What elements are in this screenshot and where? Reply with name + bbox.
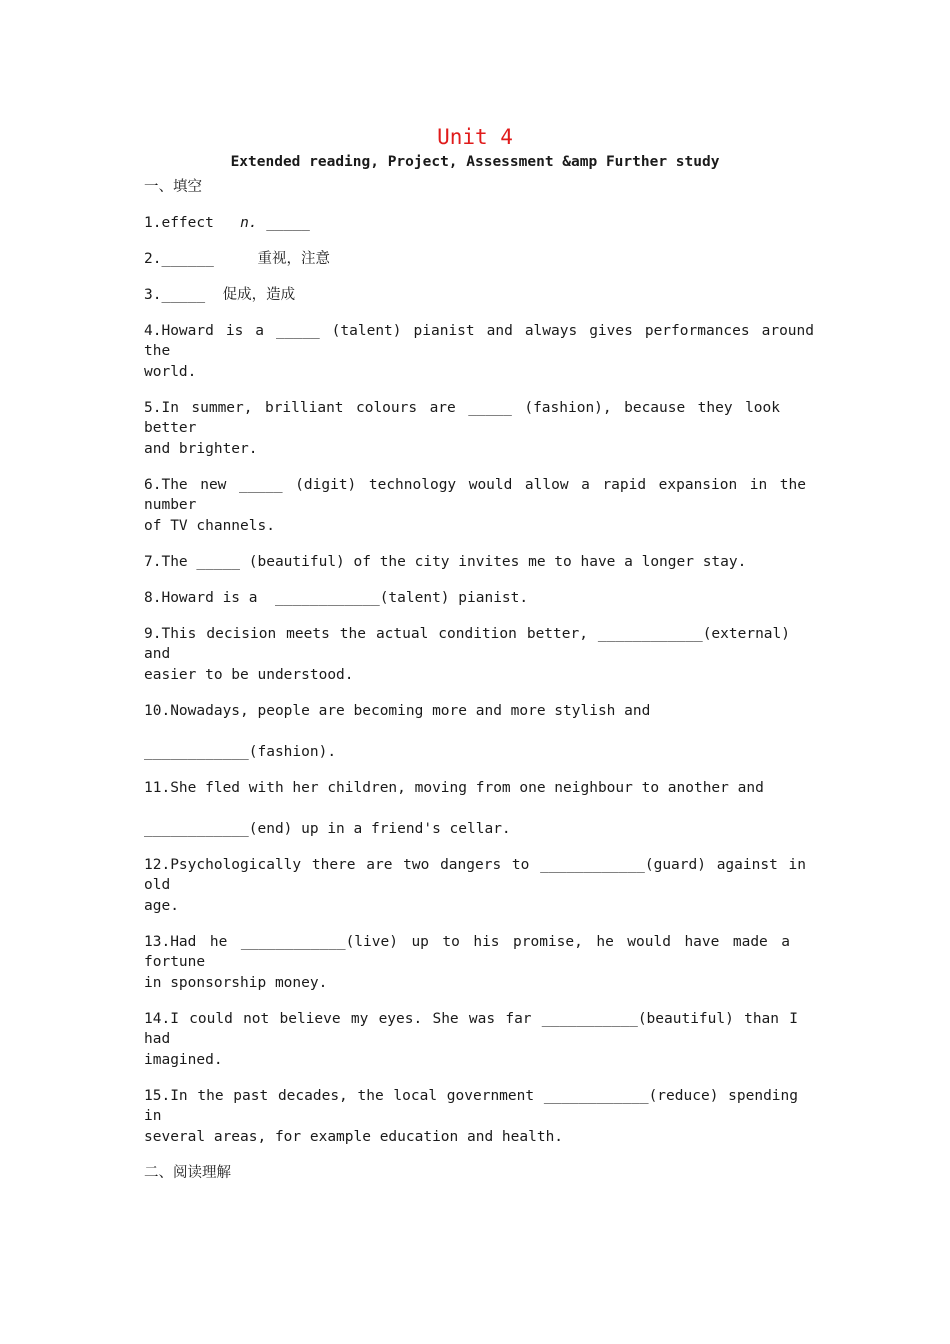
question-11-line-1: 11.She fled with her children, moving from one neighbour to another and xyxy=(144,780,764,796)
question-10-line-1: 10.Nowadays, people are becoming more and more stylish and xyxy=(144,703,651,719)
question-13-line-2: in sponsorship money. xyxy=(144,975,328,991)
answer-blank: _____ xyxy=(266,215,310,231)
question-6-line-1: 6.The new _____ (digit) technology would allow a rapid expansion in the number xyxy=(144,477,806,513)
question-15-line-1: 15.In the past decades, the local government ____________(reduce) spending in xyxy=(144,1088,798,1124)
question-8: 8.Howard is a ____________(talent) pianist. xyxy=(144,590,529,606)
question-7: 7.The _____ (beautiful) of the city invites me to have a longer stay. xyxy=(144,554,747,570)
question-11-line-2: ____________(end) up in a friend's cellar. xyxy=(144,821,511,837)
page-subtitle: Extended reading, Project, Assessment &amp Further study xyxy=(230,154,720,170)
section-heading-reading: 二、阅读理解 xyxy=(144,1165,231,1181)
question-12-line-2: age. xyxy=(144,898,179,914)
question-13-line-1: 13.Had he ____________(live) up to his promise, he would have made a fortune xyxy=(144,934,790,970)
part-of-speech: n. xyxy=(240,215,258,231)
question-4-line-2: world. xyxy=(144,364,197,380)
question-15-line-2: several areas, for example education and health. xyxy=(144,1129,564,1145)
question-6-line-2: of TV channels. xyxy=(144,518,275,534)
question-9-line-1: 9.This decision meets the actual condition better, ____________(external) and xyxy=(144,626,790,662)
question-5-line-1: 5.In summer, brilliant colours are _____ (fashion), because they look better xyxy=(144,400,780,436)
question-word: effect xyxy=(161,215,214,231)
question-14-line-2: imagined. xyxy=(144,1052,223,1068)
question-14-line-1: 14.I could not believe my eyes. She was far ___________(beautiful) than I had xyxy=(144,1011,798,1047)
question-12-line-1: 12.Psychologically there are two dangers to ____________(guard) against in old xyxy=(144,857,806,893)
question-10-line-2: ____________(fashion). xyxy=(144,744,337,760)
question-5-line-2: and brighter. xyxy=(144,441,258,457)
question-3: 3._____ 促成，造成 xyxy=(144,287,296,303)
page-title: Unit 4 xyxy=(437,125,513,149)
question-number: 1. xyxy=(144,215,162,231)
question-4-line-1: 4.Howard is a _____ (talent) pianist and always gives performances around the xyxy=(144,323,814,359)
question-9-line-2: easier to be understood. xyxy=(144,667,354,683)
question-2: 2.______ 重视，注意 xyxy=(144,251,330,267)
question-1 xyxy=(144,213,814,233)
section-heading-fill-blanks: 一、填空 xyxy=(144,179,202,195)
